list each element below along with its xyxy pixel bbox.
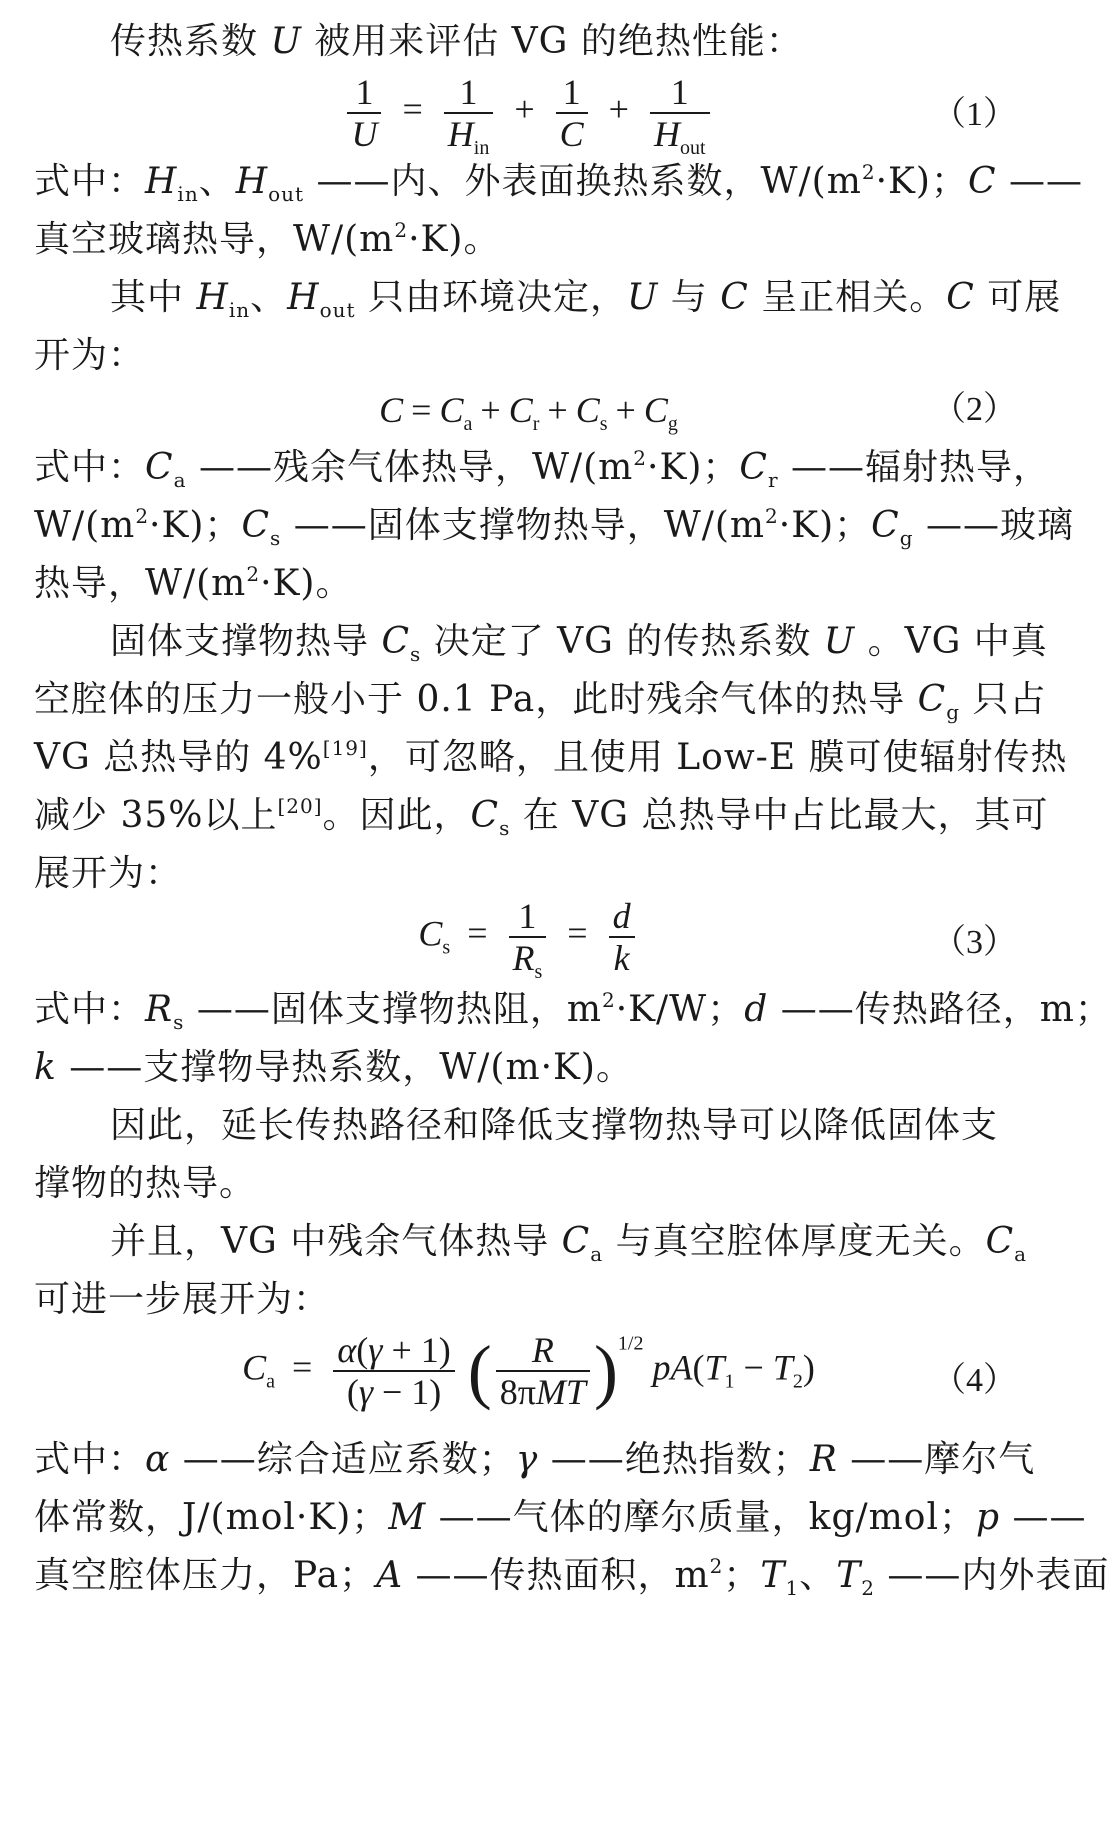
def3-line-2: k ——支撑物导热系数，W/(m·K)。	[34, 1047, 633, 1088]
equation-4-number: （4）	[932, 1362, 1017, 1399]
def2-line-1: 式中：$C_a$ ——残余气体热导，$W/(m^2\cdot K)$；$C_r$ ——辐射热导，	[34, 446, 1050, 492]
equation-2: $C = C_a + C_r + C_s + C_g$	[379, 390, 678, 435]
def4-line-2: 体常数，J/(mol·K)；M ——气体的摩尔质量，kg/mol；p ——	[34, 1497, 1087, 1538]
p3-line-2: 空腔体的压力一般小于 0.1 Pa，此时残余气体的热导 $C_g$ 只占	[34, 679, 1047, 724]
def2-line-3: 热导，$W/(m^2\cdot K)$。	[34, 562, 353, 604]
p3-line-1: 固体支撑物热导 $C_s$ 决定了 VG 的传热系数 U 。VG 中真	[110, 621, 1048, 666]
p2-line-1: 其中 $H_{in}$、$H_{out}$ 只由环境决定，U 与 C 呈正相关。C 可展	[110, 277, 1062, 322]
p3-line-5: 展开为：	[34, 853, 183, 894]
p5-line-1: 并且，VG 中残余气体热导 $C_a$ 与真空腔体厚度无关。$C_a$	[110, 1221, 1028, 1266]
equation-2-number: （2）	[932, 391, 1017, 428]
equation-1: $\frac{1}{U}$ = $\frac{1}{H_{in}}$ + $\frac{1}{C}$ + $\frac{1}{H_{out}}$	[0, 72, 1057, 152]
p4-line-2: 撑物的热导。	[34, 1163, 257, 1204]
def1-line-1: 式中：$H_{in}$、$H_{out}$ ——内、外表面换热系数，$W/(m^2\cdot K)$；C ——	[34, 160, 1083, 206]
p2-line-2: 开为：	[34, 335, 146, 376]
p3-line-3: VG 总热导的 4%[19]，可忽略，且使用 Low-E 膜可使辐射传热	[34, 736, 1068, 778]
def3-line-1: 式中：$R_s$ ——固体支撑物热阻，$m^2\cdot K/W$；d ——传热路径，m；	[34, 988, 1112, 1034]
equation-4: $C_a$ = $\frac{\alpha(\gamma + 1)}{(\gamma - 1)}$ ( $\frac{R}{\text{8πMT}}$ )$^{1/2}$ $pA(T_1 - T_2)$	[242, 1330, 815, 1412]
equation-3: $C_s$ = $\frac{1}{R_s}$ = $\frac{d}{k}$	[0, 896, 1057, 980]
p3-line-4: 减少 35%以上[20]。因此，$C_s$ 在 VG 总热导中占比最大，其可	[34, 794, 1049, 840]
intro-text: 传热系数 U 被用来评估 VG 的绝热性能：	[110, 21, 803, 62]
p4-line-1: 因此，延长传热路径和降低支撑物热导可以降低固体支	[110, 1105, 999, 1146]
def4-line-1: 式中：α ——综合适应系数；γ ——绝热指数；R ——摩尔气	[34, 1439, 1036, 1480]
p5-line-2: 可进一步展开为：	[34, 1279, 331, 1320]
def4-line-3: 真空腔体压力，Pa；A ——传热面积，$m^2$；$T_1$、$T_2$ ——内外表面	[34, 1554, 1110, 1600]
equation-3-number: （3）	[932, 924, 1017, 961]
def1-line-2: 真空玻璃热导，$W/(m^2\cdot K)$。	[34, 218, 501, 260]
def2-line-2: $W/(m^2\cdot K)$；$C_s$ ——固体支撑物热导，$W/(m^2\cdot K)$；$C_g$ ——玻璃	[34, 504, 1074, 550]
equation-1-number: （1）	[932, 96, 1017, 133]
